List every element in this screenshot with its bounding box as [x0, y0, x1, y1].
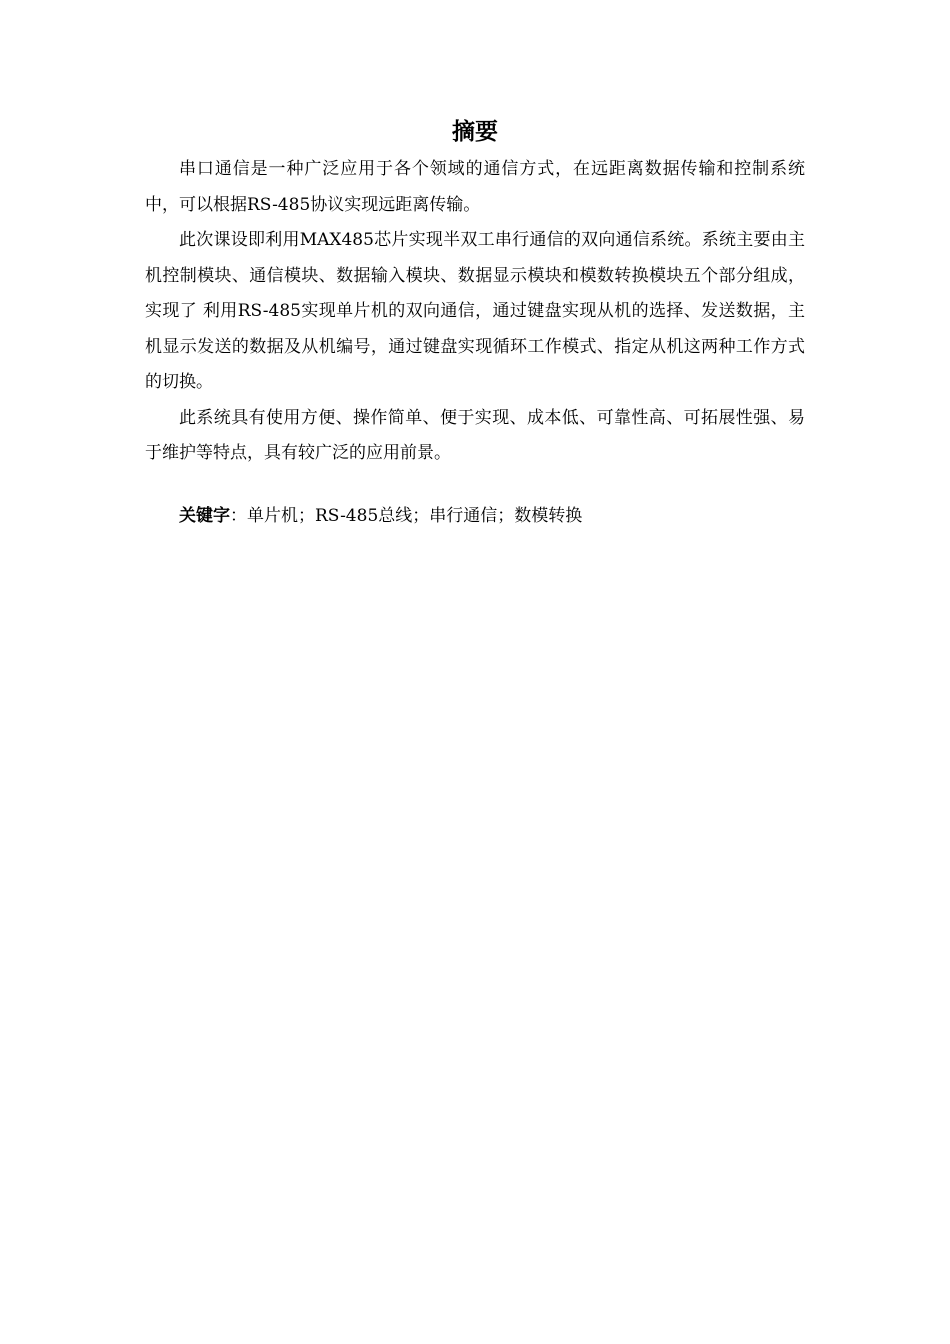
paragraph-spacer: [145, 472, 805, 499]
abstract-section: [145, 112, 805, 534]
keywords-label: 关键字: [179, 505, 230, 526]
abstract-paragraph-2: 此次课设即利用MAX485芯片实现半双工串行通信的双向通信系统。系统主要由主机控制模块、通信模块、数据输入模块、数据显示模块和模数转换模块五个部分组成，实现了 利用RS-485实现单片机的双向通信，通过键盘实现从机的选择、发送数据，主机显示发送的数据及从机编号，通过键盘实现循环工作模式、指定从机这两种工作方式的切换。: [145, 230, 805, 392]
keywords-list: 单片机；RS-485总线；串行通信；数模转换: [247, 505, 583, 526]
abstract-title: 摘要: [452, 119, 498, 145]
abstract-paragraph-1: 串口通信是一种广泛应用于各个领域的通信方式，在远距离数据传输和控制系统中，可以根据RS-485协议实现远距离传输。: [145, 159, 805, 215]
keywords-line: [145, 499, 805, 535]
keywords-separator: ：: [230, 505, 247, 526]
abstract-paragraph-3: 此系统具有使用方便、操作简单、便于实现、成本低、可靠性高、可拓展性强、易于维护等特点，具有较广泛的应用前景。: [145, 407, 805, 463]
